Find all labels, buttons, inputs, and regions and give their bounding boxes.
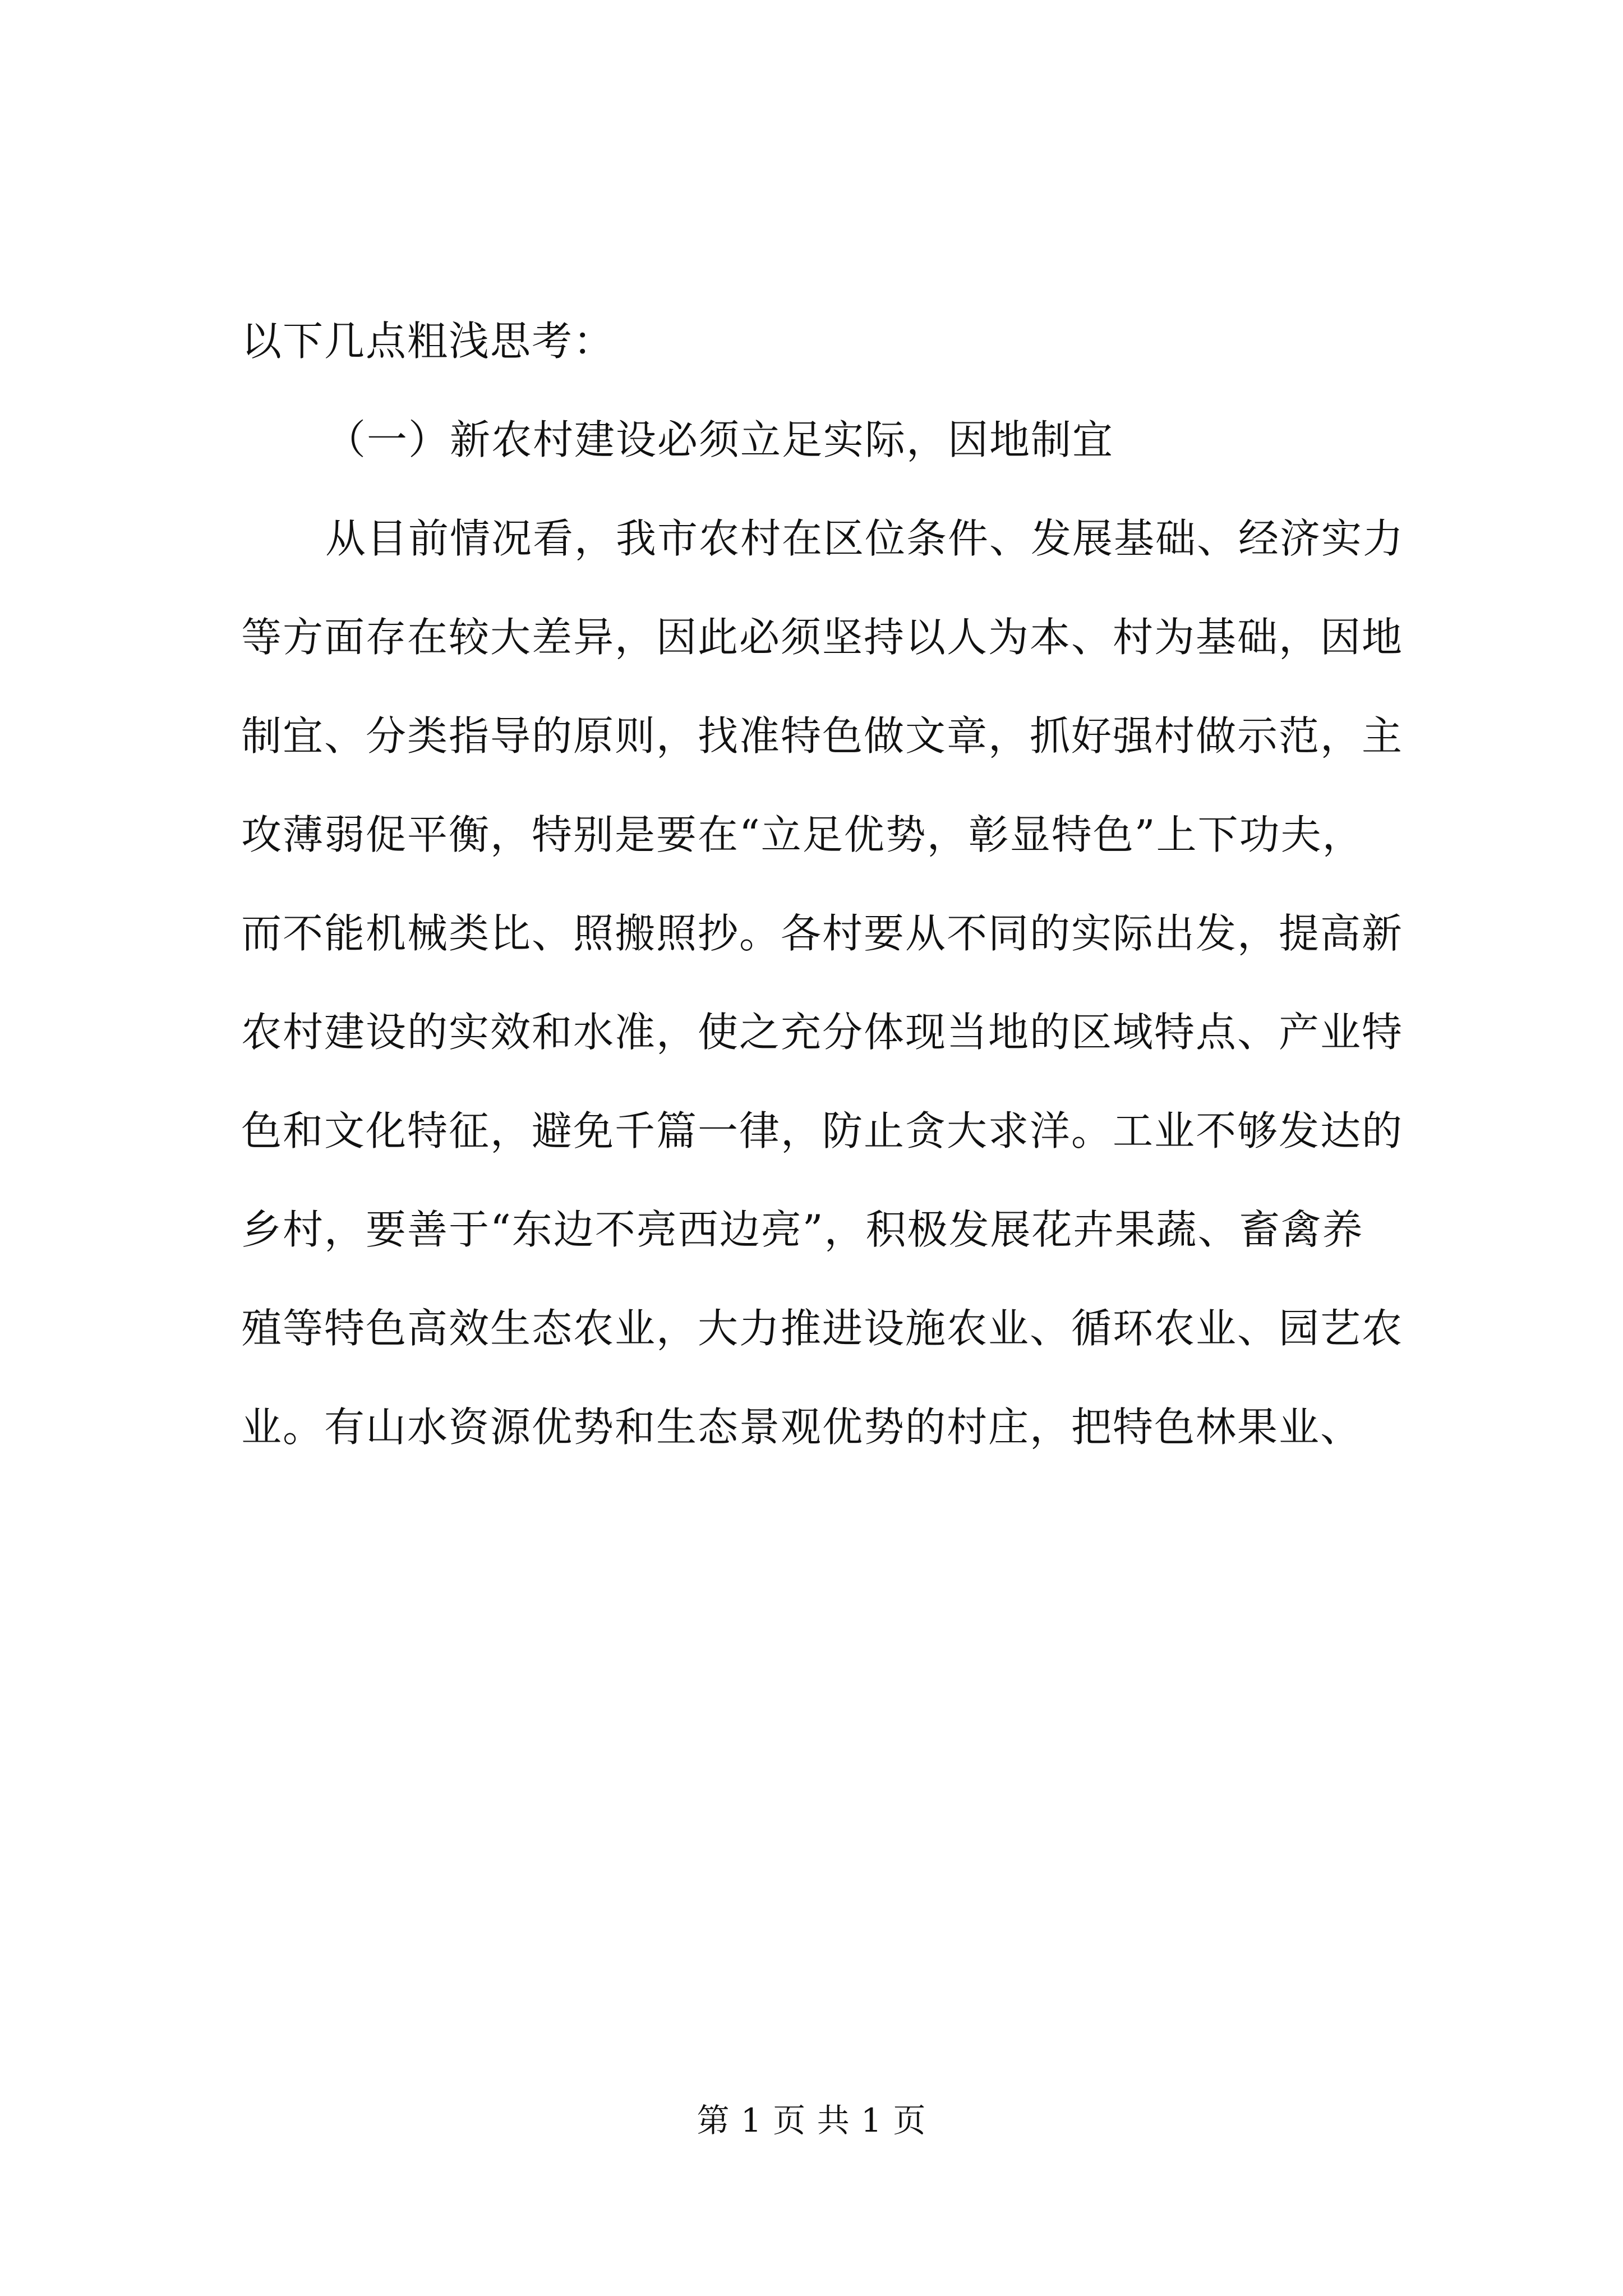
paragraph-line: 攻薄弱促平衡，特别是要在“立足优势，彰显特色”上下功夫， xyxy=(241,811,1364,858)
intro-line: 以下几点粗浅思考： xyxy=(241,318,615,365)
paragraph-line: 农村建设的实效和水准，使之充分体现当地的区域特点、产业特 xyxy=(241,1009,1404,1056)
paragraph-line: 制宜、分类指导的原则，找准特色做文章，抓好强村做示范，主 xyxy=(241,712,1404,760)
paragraph-line: 业。有山水资源优势和生态景观优势的村庄，把特色林果业、 xyxy=(241,1404,1362,1451)
paragraph-line: 殖等特色高效生态农业，大力推进设施农业、循环农业、园艺农 xyxy=(241,1305,1404,1352)
paragraph-line: 从目前情况看，我市农村在区位条件、发展基础、经济实力 xyxy=(325,515,1405,562)
section-heading: （一）新农村建设必须立足实际，因地制宜 xyxy=(325,416,1114,463)
document-body xyxy=(241,292,1430,1476)
page-footer: 第 1 页 共 1 页 xyxy=(697,2101,926,2139)
paragraph-line: 等方面存在较大差异，因此必须坚持以人为本、村为基础，因地 xyxy=(241,614,1404,661)
paragraph-line: 乡村，要善于“东边不亮西边亮”，积极发展花卉果蔬、畜禽养 xyxy=(241,1206,1364,1253)
paragraph-line: 色和文化特征，避免千篇一律，防止贪大求洋。工业不够发达的 xyxy=(241,1107,1404,1154)
paragraph-line: 而不能机械类比、照搬照抄。各村要从不同的实际出发，提高新 xyxy=(241,910,1404,957)
